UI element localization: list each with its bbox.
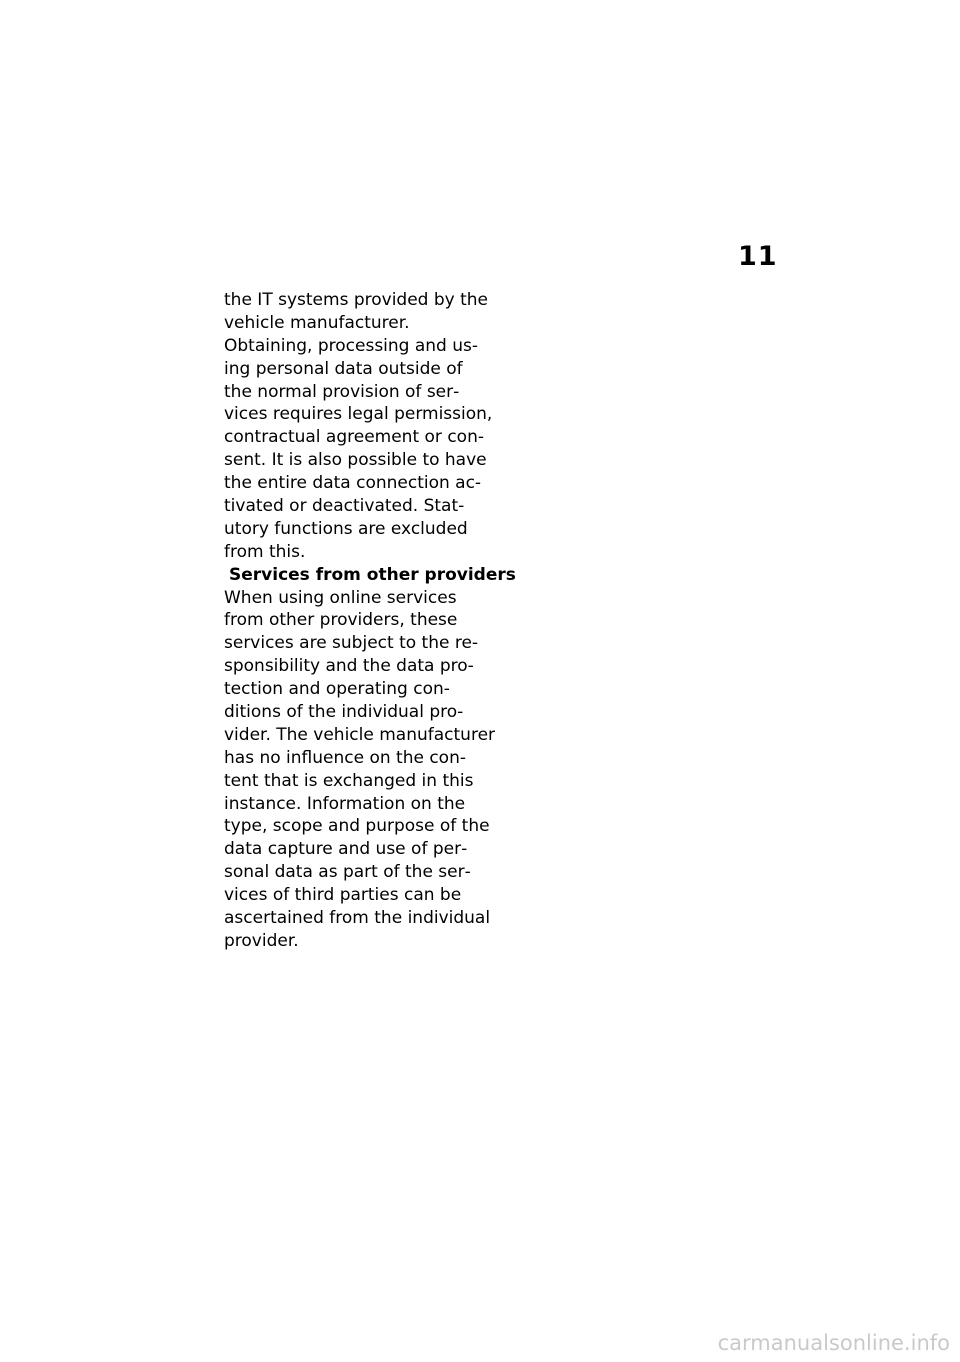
- paragraph-2-line: services are subject to the re‐: [224, 633, 479, 654]
- paragraph-2-line: ascertained from the individual: [224, 908, 491, 929]
- paragraph-2-line: type, scope and purpose of the: [224, 816, 490, 837]
- paragraph-1-line: contractual agreement or con‐: [224, 427, 484, 448]
- paragraph-2-line: instance. Information on the: [224, 793, 466, 814]
- page-number: 11: [738, 241, 778, 272]
- paragraph-1-line: tivated or deactivated. Stat‐: [224, 496, 465, 517]
- text-column: [224, 289, 514, 953]
- paragraph-2-line: vices of third parties can be: [224, 885, 462, 906]
- paragraph-1-line: the IT systems provided by the: [224, 290, 489, 310]
- paragraph-1-line: vices requires legal permission,: [224, 404, 493, 425]
- paragraph-1-line: the entire data connection ac‐: [224, 473, 482, 494]
- paragraph-2-line: tection and operating con‐: [224, 679, 450, 700]
- paragraph-1-line: utory functions are excluded: [224, 518, 468, 539]
- paragraph-2-line: tent that is exchanged in this: [224, 770, 474, 791]
- section-heading: Services from other providers: [229, 564, 516, 585]
- watermark: carmanualsonline.info: [717, 1331, 950, 1355]
- paragraph-2-line: sponsibility and the data pro‐: [224, 656, 474, 677]
- paragraph-1-line: Obtaining, processing and us‐: [224, 335, 479, 356]
- paragraph-1-line: ing personal data outside of: [224, 358, 463, 379]
- paragraph-2-line: provider.: [224, 930, 299, 951]
- paragraph-2-line: vider. The vehicle manufacturer: [224, 724, 496, 745]
- paragraph-1-line: vehicle manufacturer.: [224, 312, 410, 333]
- paragraph-2-line: from other providers, these: [224, 610, 458, 631]
- paragraph-2-line: ditions of the individual pro‐: [224, 702, 464, 723]
- paragraph-2-line: has no influence on the con‐: [224, 747, 466, 768]
- paragraph-1-line: the normal provision of ser‐: [224, 381, 460, 402]
- paragraph-2-line: When using online services: [224, 587, 457, 608]
- paragraph-1-line: sent. It is also possible to have: [224, 450, 487, 471]
- paragraph-1-line: from this.: [224, 541, 306, 562]
- paragraph-2-line: data capture and use of per‐: [224, 839, 468, 860]
- paragraph-2-line: sonal data as part of the ser‐: [224, 862, 471, 883]
